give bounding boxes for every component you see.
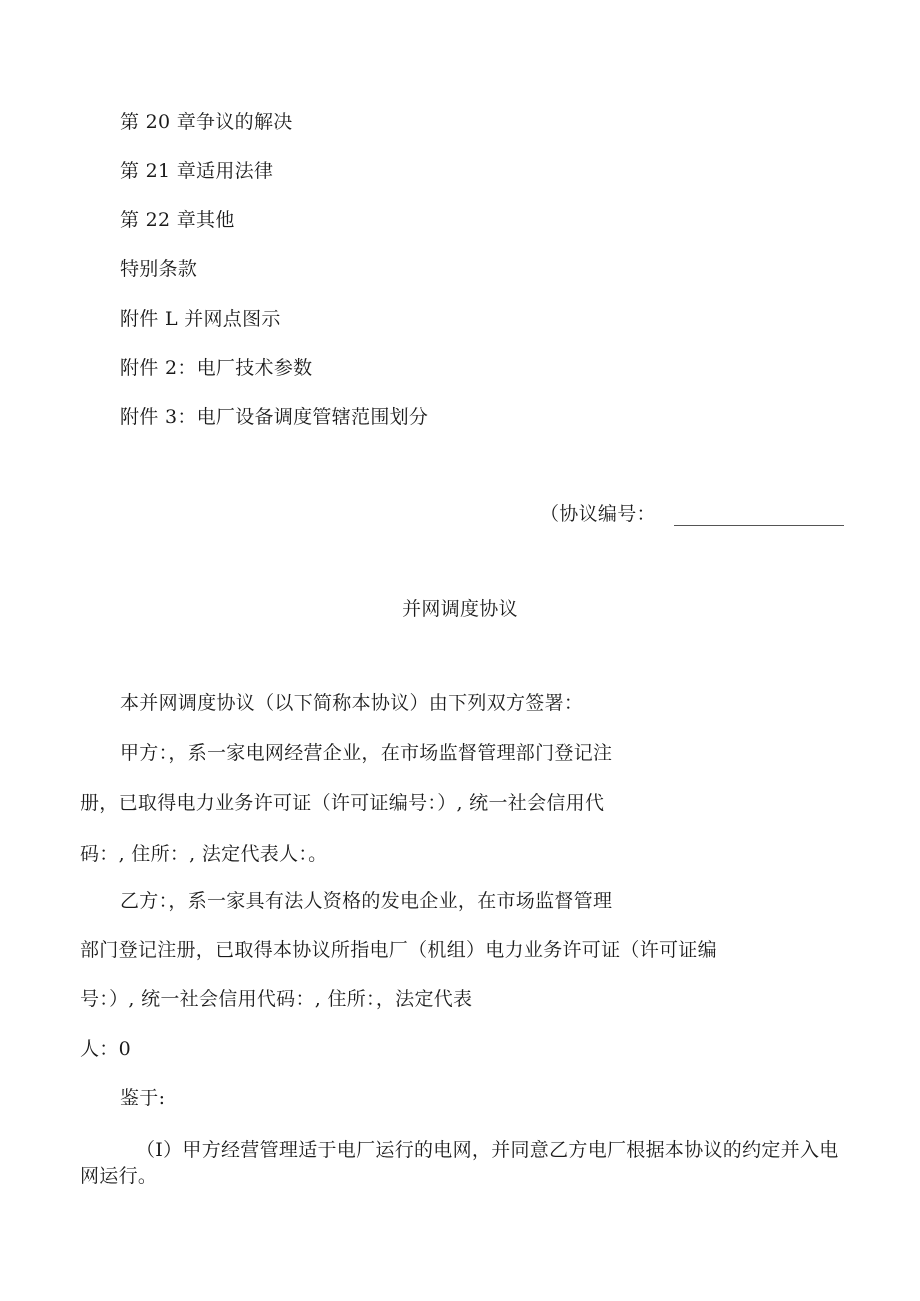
party-a-line-3: 码：, 住所：, 法定代表人：。: [80, 843, 328, 865]
agreement-number-blank: [674, 507, 844, 526]
toc-item-special-terms: 特别条款: [120, 258, 198, 280]
toc-item-annex-3: 附件 3：电厂设备调度管辖范围划分: [120, 406, 429, 428]
party-b-line-4: 人：0: [80, 1038, 131, 1060]
toc-item-chapter-22: 第 22 章其他: [120, 209, 235, 231]
toc-item-annex-2: 附件 2：电厂技术参数: [120, 357, 313, 379]
party-b-line-1: 乙方：，系一家具有法人资格的发电企业，在市场监督管理: [120, 890, 613, 912]
document-title: 并网调度协议: [402, 598, 518, 620]
party-b-line-3: 号：）, 统一社会信用代码：, 住所：，法定代表: [80, 988, 473, 1010]
toc-item-chapter-20: 第 20 章争议的解决: [120, 111, 293, 133]
agreement-number-label: （协议编号：: [540, 503, 656, 525]
toc-item-annex-1: 附件 L 并网点图示: [120, 308, 281, 330]
whereas-clause-1: （I）甲方经营管理适于电厂运行的电网，并同意乙方电厂根据本协议的约定并入电网运行。: [80, 1139, 839, 1187]
toc-item-chapter-21: 第 21 章适用法律: [120, 160, 274, 182]
party-b-line-2: 部门登记注册，已取得本协议所指电厂（机组）电力业务许可证（许可证编: [80, 939, 717, 961]
intro-line: 本并网调度协议（以下简称本协议）由下列双方签署：: [120, 692, 584, 714]
party-a-line-2: 册，已取得电力业务许可证（许可证编号：）, 统一社会信用代: [80, 792, 605, 814]
party-a-line-1: 甲方：，系一家电网经营企业，在市场监督管理部门登记注: [120, 742, 613, 764]
whereas-heading: 鉴于:: [120, 1087, 166, 1109]
agreement-number: [540, 502, 844, 526]
